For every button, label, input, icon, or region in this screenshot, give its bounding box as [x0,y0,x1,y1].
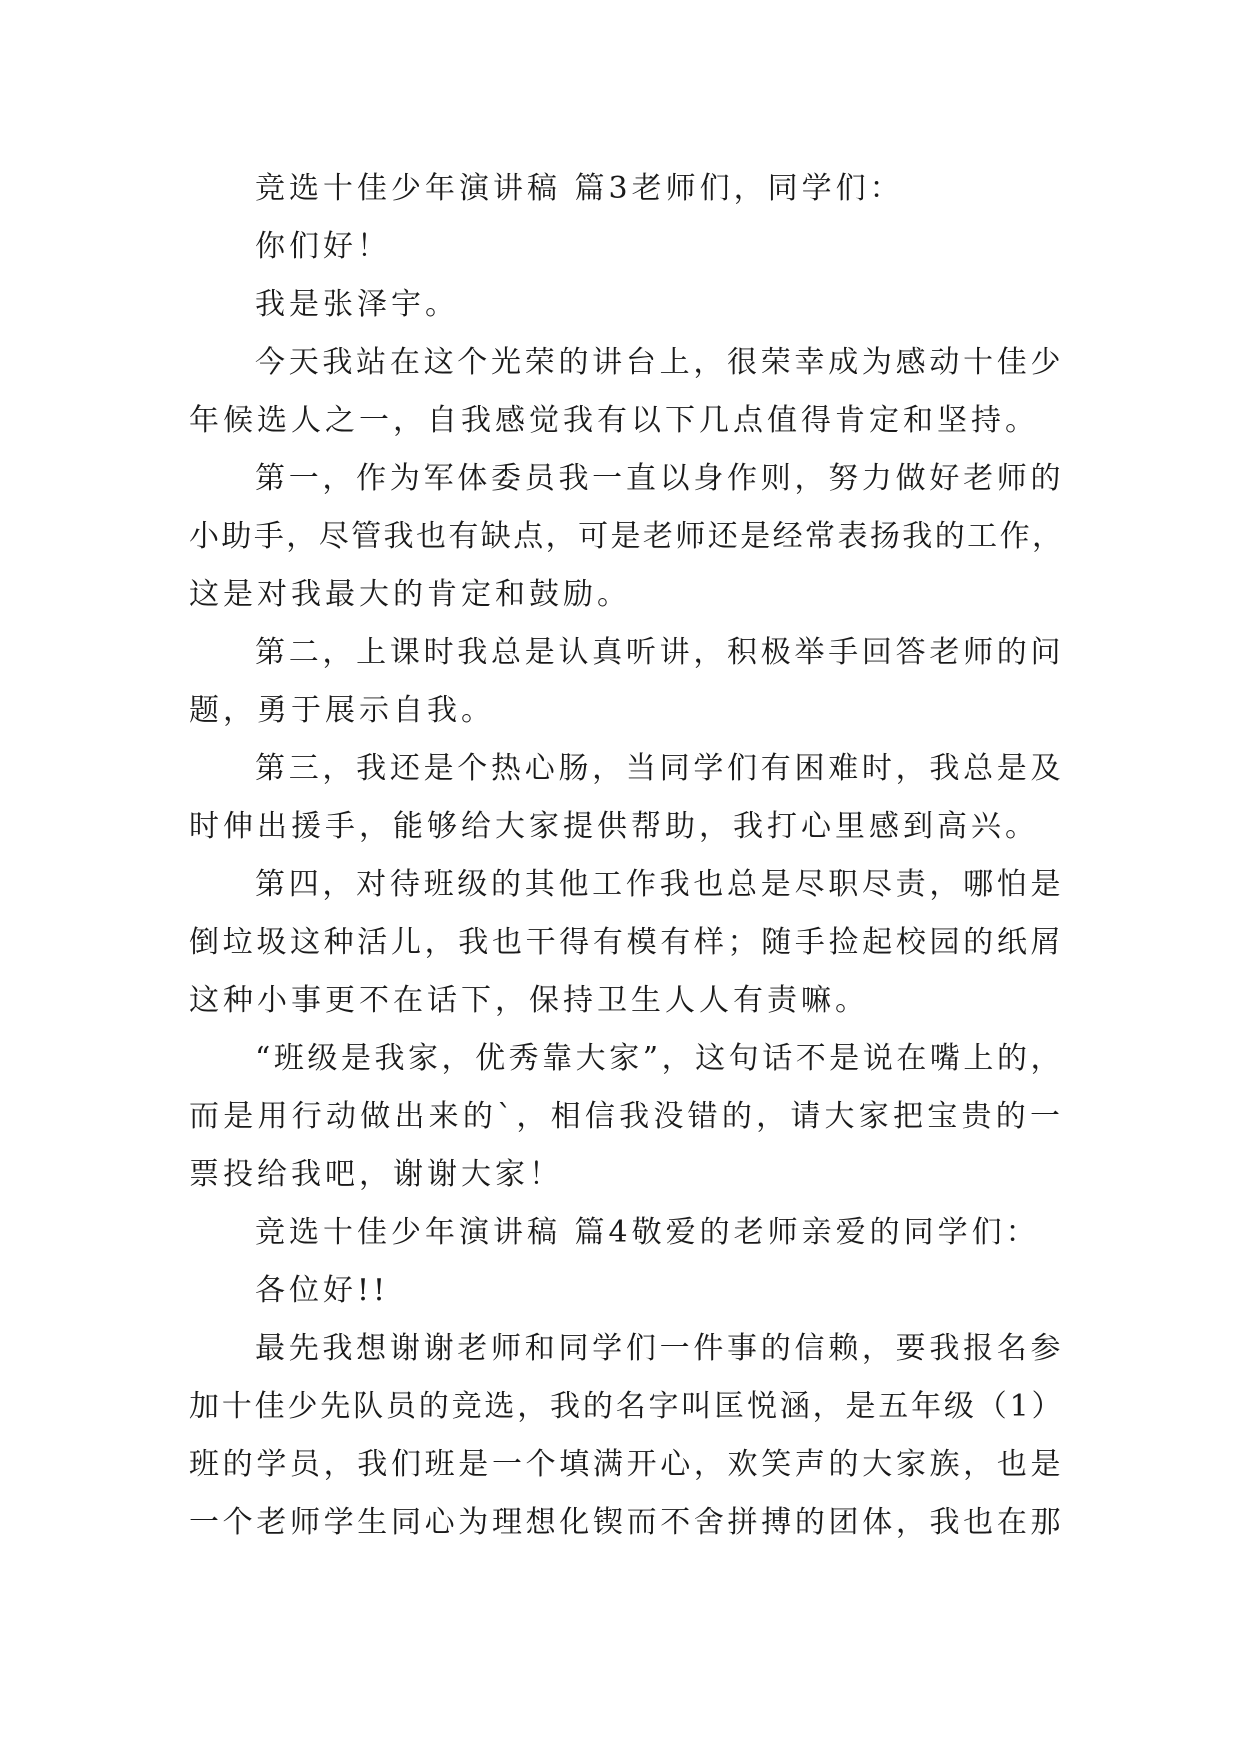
text-line: 加十佳少先队员的竞选，我的名字叫匡悦涵，是五年级（1） [189,1389,1064,1424]
text-line: 倒垃圾这种活儿，我也干得有模有样；随手捡起校园的纸屑 [189,925,1064,960]
text-line: “班级是我家，优秀靠大家”，这句话不是说在嘴上的， [255,1041,1064,1076]
document-body [189,160,1064,1552]
text-line: 第一，作为军体委员我一直以身作则，努力做好老师的 [255,461,1064,496]
text-line: 题，勇于展示自我。 [189,693,495,728]
text-line: 各位好!! [255,1273,390,1308]
text-line: 班的学员，我们班是一个填满开心，欢笑声的大家族，也是 [189,1447,1064,1482]
text-line: 这是对我最大的肯定和鼓励。 [189,577,631,612]
text-line: 第四，对待班级的其他工作我也总是尽职尽责，哪怕是 [255,867,1064,902]
text-line: 时伸出援手，能够给大家提供帮助，我打心里感到高兴。 [189,809,1039,844]
text-line: 票投给我吧，谢谢大家！ [189,1157,563,1192]
text-line: 小助手，尽管我也有缺点，可是老师还是经常表扬我的工作， [189,519,1064,554]
text-line: 今天我站在这个光荣的讲台上，很荣幸成为感动十佳少 [255,345,1064,380]
text-line: 竞选十佳少年演讲稿 篇4敬爱的老师亲爱的同学们： [255,1215,1040,1250]
text-line: 第三，我还是个热心肠，当同学们有困难时，我总是及 [255,751,1064,786]
text-line: 竞选十佳少年演讲稿 篇3老师们，同学们： [255,171,904,206]
text-line: 最先我想谢谢老师和同学们一件事的信赖，要我报名参 [255,1331,1064,1366]
text-line: 一个老师学生同心为理想化锲而不舍拼搏的团体，我也在那 [189,1505,1064,1540]
text-line: 而是用行动做出来的`，相信我没错的，请大家把宝贵的一 [189,1099,1064,1134]
text-line: 这种小事更不在话下，保持卫生人人有责嘛。 [189,983,869,1018]
text-line: 我是张泽宇。 [255,287,459,322]
text-line: 年候选人之一，自我感觉我有以下几点值得肯定和坚持。 [189,403,1039,438]
text-line: 你们好！ [255,229,391,264]
text-line: 第二，上课时我总是认真听讲，积极举手回答老师的问 [255,635,1064,670]
